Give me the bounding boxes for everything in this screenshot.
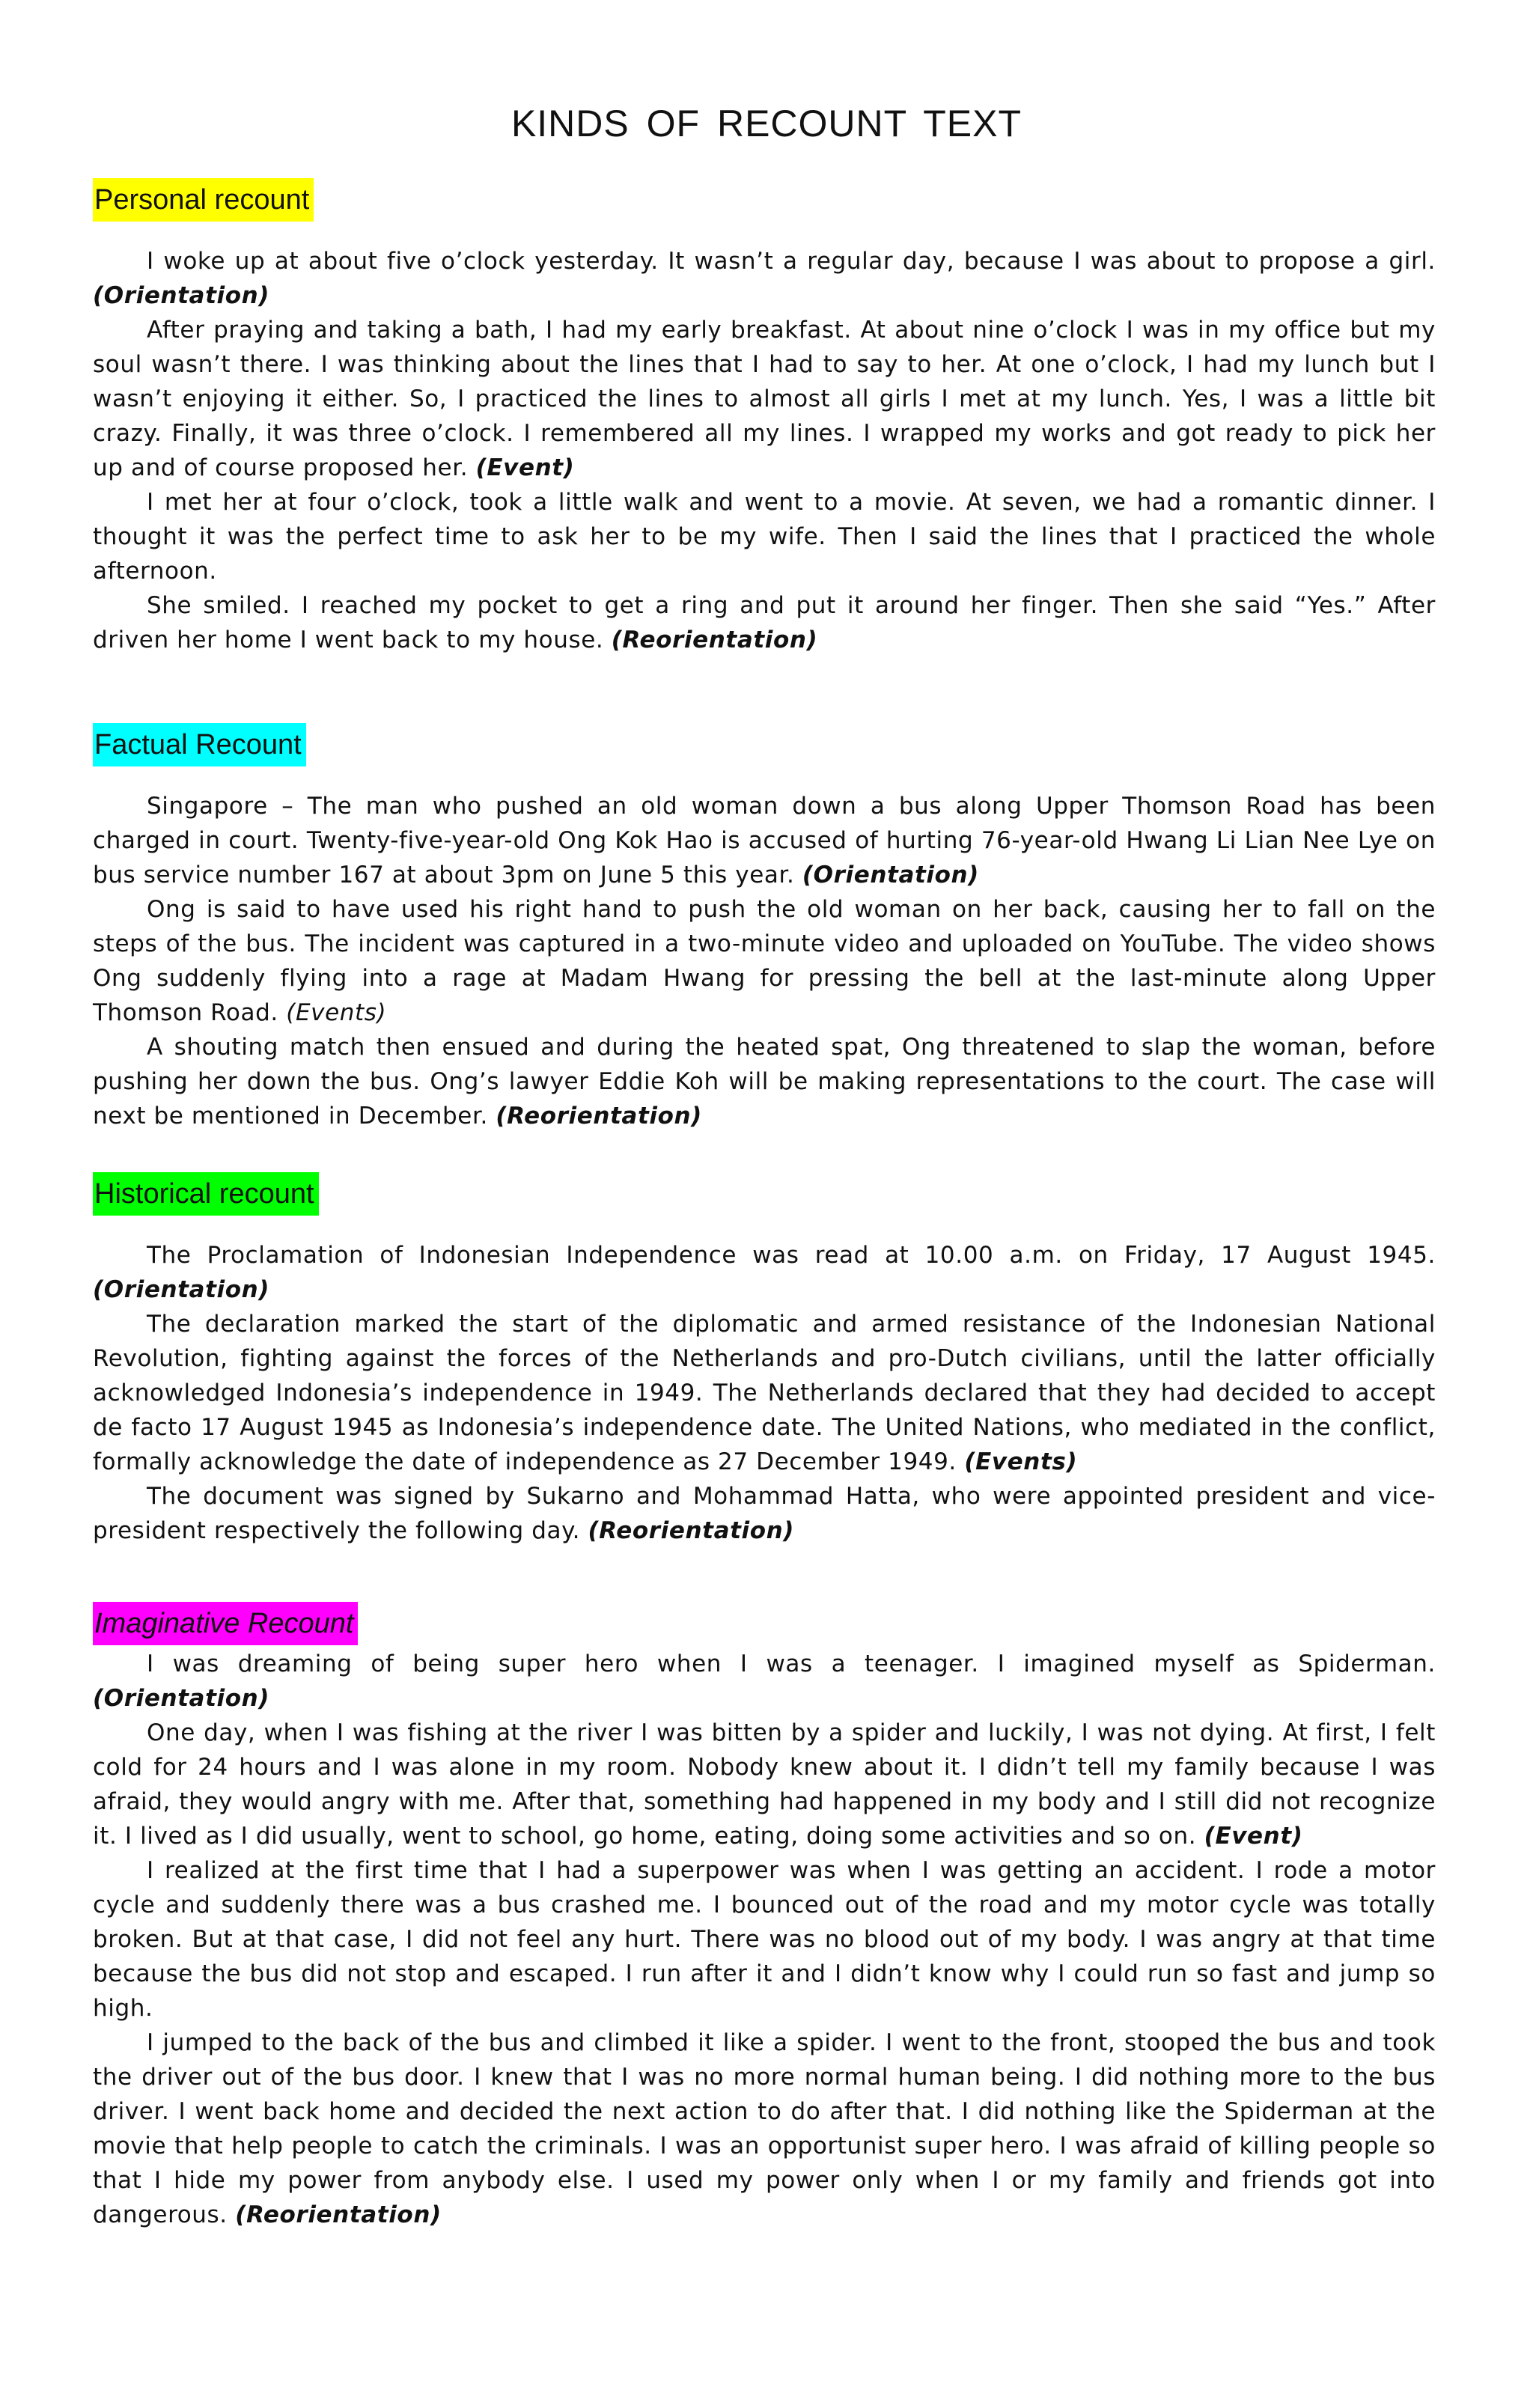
paragraph-tag: (Orientation) <box>93 1276 270 1303</box>
paragraph: I jumped to the back of the bus and climbed it like a spider. I went to the front, stooped the bus and took the driver out of the bus door. I knew that I was no more normal human being. I did nothing more to the bus driver. I went back home and decided the next action to do after that. I did nothing like the Spiderman at the movie that help people to catch the criminals. I was an opportunist super hero. I was afraid of killing people so that I hide my power from anybody else. I used my power only when I or my family and friends got into dangerous. (Reorientation) <box>93 2029 1436 2228</box>
section-body <box>93 1238 1436 1548</box>
paragraph: A shouting match then ensued and during the heated spat, Ong threatened to slap the woman, before pushing her down the bus. Ong’s lawyer Eddie Koh will be making representations to the court. The case will next be mentioned in December. (Reorientation) <box>93 1034 1436 1130</box>
paragraph-tag: (Orientation) <box>93 1685 270 1712</box>
section-historical-recount <box>93 1172 1436 1548</box>
paragraph-tag: (Event) <box>475 454 575 481</box>
paragraph-tag: (Reorientation) <box>588 1517 795 1544</box>
section-body <box>93 244 1436 657</box>
paragraph: I was dreaming of being super hero when I was a teenager. I imagined myself as Spiderman. (Orientation) <box>93 1650 1436 1712</box>
section-body <box>93 789 1436 1133</box>
paragraph: I met her at four o’clock, took a little walk and went to a movie. At seven, we had a romantic dinner. I thought it was the perfect time to ask her to be my wife. Then I said the lines that I practiced the whole afternoon. <box>93 489 1436 585</box>
section-body <box>93 1647 1436 2232</box>
section-heading-imaginative: Imaginative Recount <box>93 1602 358 1645</box>
paragraph-tag: (Reorientation) <box>235 2201 442 2228</box>
paragraph: She smiled. I reached my pocket to get a ring and put it around her finger. Then she said “Yes.” After driven her home I went back to my house. (Reorientation) <box>93 592 1436 653</box>
document-title: KINDS OF RECOUNT TEXT <box>511 103 1022 144</box>
section-factual-recount <box>93 723 1436 1133</box>
paragraph: Ong is said to have used his right hand to push the old woman on her back, causing her to fall on the steps of the bus. The incident was captured in a two-minute video and uploaded on YouTube. The video shows Ong suddenly flying into a rage at Madam Hwang for pressing the bell at the last-minute along Upper Thomson Road. (Events) <box>93 896 1436 1026</box>
section-personal-recount <box>93 178 1436 657</box>
paragraph-tag: (Reorientation) <box>611 627 818 653</box>
paragraph: After praying and taking a bath, I had my early breakfast. At about nine o’clock I was in my office but my soul wasn’t there. I was thinking about the lines that I had to say to her. At one o’clock, I had my lunch but I wasn’t enjoying it either. So, I practiced the lines to almost all girls I met at my lunch. Yes, I was a little bit crazy. Finally, it was three o’clock. I remembered all my lines. I wrapped my works and got ready to pick her up and of course proposed her. (Event) <box>93 317 1436 481</box>
section-imaginative-recount <box>93 1602 1436 2232</box>
paragraph: The Proclamation of Indonesian Independence was read at 10.00 a.m. on Friday, 17 August 1945. (Orientation) <box>93 1242 1436 1303</box>
section-heading-historical: Historical recount <box>93 1172 319 1216</box>
paragraph: Singapore – The man who pushed an old woman down a bus along Upper Thomson Road has been charged in court. Twenty-five-year-old Ong Kok Hao is accused of hurting 76-year-old Hwang Li Lian Nee Lye on bus service number 167 at about 3pm on June 5 this year. (Orientation) <box>93 793 1436 888</box>
paragraph-tag: (Orientation) <box>93 282 270 309</box>
paragraph: I realized at the first time that I had a superpower was when I was getting an accident. I rode a motor cycle and suddenly there was a bus crashed me. I bounced out of the road and my motor cycle was totally broken. But at that case, I did not feel any hurt. There was no blood out of my body. I was angry at that time because the bus did not stop and escaped. I run after it and I didn’t know why I could run so fast and jump so high. <box>93 1857 1436 2022</box>
paragraph: The declaration marked the start of the diplomatic and armed resistance of the Indonesian National Revolution, fighting against the forces of the Netherlands and pro-Dutch civilians, until the latter officially acknowledged Indonesia’s independence in 1949. The Netherlands declared that they had decided to accept de facto 17 August 1945 as Indonesia’s independence date. The United Nations, who mediated in the conflict, formally acknowledge the date of independence as 27 December 1949. (Events) <box>93 1311 1436 1475</box>
paragraph-tag: (Events) <box>286 999 387 1026</box>
paragraph: One day, when I was fishing at the river I was bitten by a spider and luckily, I was not dying. At first, I felt cold for 24 hours and I was alone in my room. Nobody knew about it. I didn’t tell my family because I was afraid, they would angry with me. After that, something had happened in my body and I still did not recognize it. I lived as I did usually, went to school, go home, eating, doing some activities and so on. (Event) <box>93 1719 1436 1850</box>
paragraph-tag: (Event) <box>1204 1823 1303 1850</box>
section-heading-factual: Factual Recount <box>93 723 306 766</box>
paragraph: I woke up at about five o’clock yesterday. It wasn’t a regular day, because I was about to propose a girl. (Orientation) <box>93 248 1436 309</box>
paragraph-tag: (Events) <box>964 1448 1078 1475</box>
paragraph: The document was signed by Sukarno and Mohammad Hatta, who were appointed president and vice-president respectively the following day. (Reorientation) <box>93 1483 1436 1544</box>
paragraph-tag: (Reorientation) <box>496 1103 702 1130</box>
section-heading-personal: Personal recount <box>93 178 314 222</box>
paragraph-tag: (Orientation) <box>802 862 979 888</box>
